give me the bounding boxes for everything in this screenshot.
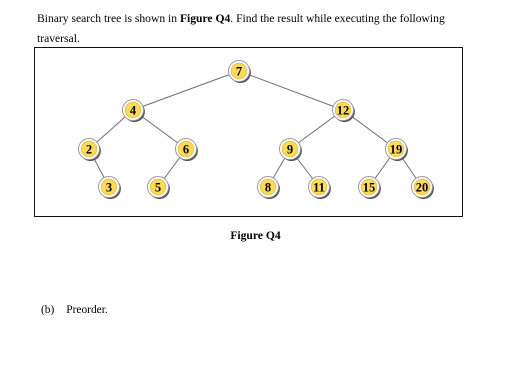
subquestion-text: Preorder. bbox=[66, 304, 108, 316]
tree-edge-n7-n4 bbox=[133, 71, 239, 110]
node-label: 2 bbox=[85, 142, 93, 157]
tree-node-6 bbox=[176, 139, 198, 162]
node-label: 6 bbox=[182, 142, 190, 157]
tree-node-19 bbox=[386, 139, 408, 162]
node-label: 7 bbox=[235, 64, 243, 79]
question-line2: traversal. bbox=[37, 32, 80, 45]
node-label: 5 bbox=[154, 180, 162, 195]
node-label: 15 bbox=[362, 180, 376, 195]
subquestion bbox=[41, 304, 108, 316]
tree-node-9 bbox=[280, 139, 302, 162]
figure-caption: Figure Q4 bbox=[230, 229, 281, 242]
tree-node-20 bbox=[412, 177, 434, 200]
question-suffix: . Find the result while executing the following bbox=[230, 12, 445, 25]
node-label: 4 bbox=[129, 103, 137, 118]
tree-node-4 bbox=[123, 100, 145, 123]
node-label: 20 bbox=[415, 180, 429, 195]
tree-node-11 bbox=[309, 177, 331, 200]
tree-edge-n7-n12 bbox=[239, 71, 343, 110]
node-label: 9 bbox=[286, 142, 294, 157]
tree-node-3 bbox=[99, 177, 121, 200]
tree-nodes bbox=[79, 61, 434, 200]
tree-node-15 bbox=[359, 177, 381, 200]
node-label: 3 bbox=[105, 180, 113, 195]
node-label: 8 bbox=[264, 180, 272, 195]
tree-node-8 bbox=[258, 177, 280, 200]
tree-node-12 bbox=[333, 100, 355, 123]
tree-node-5 bbox=[148, 177, 170, 200]
tree-node-7 bbox=[229, 61, 251, 84]
figure-frame bbox=[34, 47, 463, 217]
tree-edges bbox=[89, 71, 422, 187]
node-label: 12 bbox=[336, 103, 350, 118]
binary-search-tree bbox=[35, 48, 461, 215]
question-text bbox=[37, 9, 487, 49]
node-label: 19 bbox=[389, 142, 403, 157]
node-label: 11 bbox=[313, 180, 325, 195]
subquestion-number: (b) bbox=[41, 304, 55, 316]
question-prefix: Binary search tree is shown in bbox=[37, 12, 180, 25]
figure-reference: Figure Q4 bbox=[179, 12, 231, 25]
